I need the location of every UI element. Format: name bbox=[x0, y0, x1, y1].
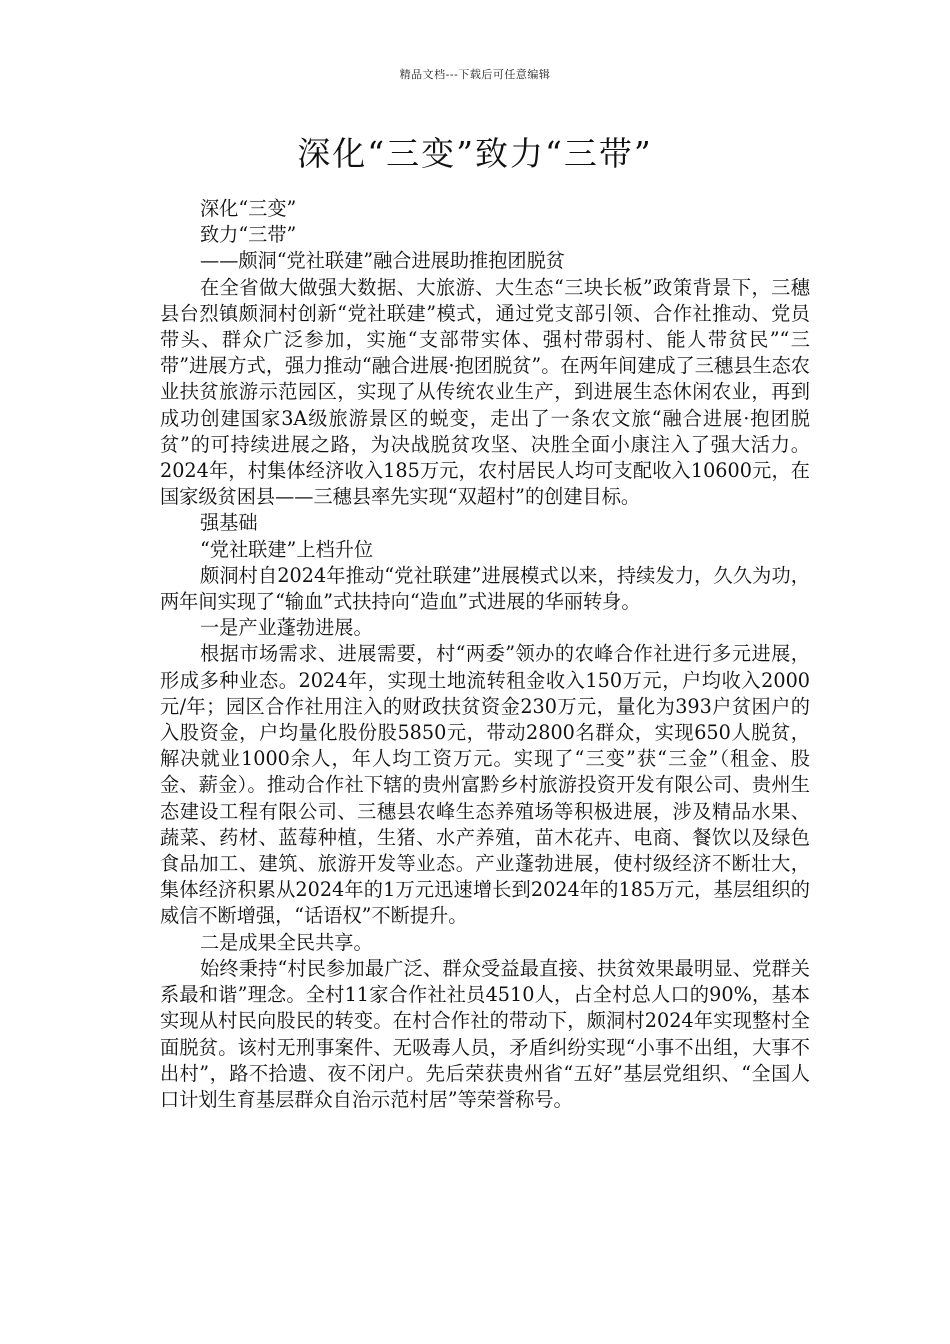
page-header-note: 精品文档---下载后可任意编辑 bbox=[399, 68, 551, 81]
subtitle-line-2: 致力“三带” bbox=[200, 223, 297, 247]
paragraph-sharing: 始终秉持“村民参加最广泛、群众受益最直接、扶贫效果最明显、党群关系最和谐”理念。全村11家合作社社员4510人，占全村总人口的90%，基本实现从村民向股民的转变。在村合作社的带动下，颇洞村2024年实现整村全面脱贫。该村无刑事案件、无吸毒人员，矛盾纠纷实现“小事不出组，大事不出村”，路不拾遗、夜不闭户。先后荣获贵州省“五好”基层党组织、“全国人口计划生育基层群众自治示范村居”等荣誉称号。 bbox=[160, 956, 810, 1111]
section-heading: 强基础 bbox=[200, 511, 258, 535]
document-body bbox=[160, 196, 810, 1113]
paragraph-section-intro: 颇洞村自2024年推动“党社联建”进展模式以来，持续发力，久久为功，两年间实现了“输血”式扶持向“造血”式进展的华丽转身。 bbox=[160, 563, 810, 614]
subtitle-line-1: 深化“三变” bbox=[200, 197, 297, 220]
paragraph-industry: 根据市场需求、进展需要，村“两委”领办的农峰合作社进行多元进展，形成多种业态。2024年，实现土地流转租金收入150万元，户均收入2000元/年；园区合作社用注入的财政扶贫资金230万元，量化为393户贫困户的入股资金，户均量化股份股5850元，带动2800名群众，实现650人脱贫，解决就业1000余人，年人均工资万元。实现了“三变”获“三金”（租金、股金、薪金）。推动合作社下辖的贵州富黔乡村旅游投资开发有限公司、贵州生态建设工程有限公司、三穗县农峰生态养殖场等积极进展，涉及精品水果、蔬菜、药材、蓝莓种植，生猪、水产养殖，苗木花卉、电商、餐饮以及绿色食品加工、建筑、旅游开发等业态。产业蓬勃进展，使村级经济不断壮大，集体经济积累从2024年的1万元迅速增长到2024年的185万元，基层组织的威信不断增强，“话语权”不断提升。 bbox=[160, 642, 810, 928]
paragraph-intro: 在全省做大做强大数据、大旅游、大生态“三块长板”政策背景下，三穗县台烈镇颇洞村创新“党社联建”模式，通过党支部引领、合作社推动、党员带头、群众广泛参加，实施“支部带实体、强村带弱村、能人带贫民”“三带”进展方式，强力推动“融合进展·抱团脱贫”。在两年间建成了三穗县生态农业扶贫旅游示范园区，实现了从传统农业生产，到进展生态休闲农业，再到成功创建国家3A级旅游景区的蜕变，走出了一条农文旅“融合进展·抱团脱贫”的可持续进展之路，为决战脱贫攻坚、决胜全面小康注入了强大活力。2024年，村集体经济收入185万元，农村居民人均可支配收入10600元，在国家级贫困县——三穗县率先实现“双超村”的创建目标。 bbox=[160, 275, 810, 509]
point-heading-1: 一是产业蓬勃进展。 bbox=[200, 616, 373, 640]
document-title: 深化“三变”致力“三带” bbox=[297, 134, 653, 173]
section-subheading: “党社联建”上档升位 bbox=[200, 537, 374, 561]
subtitle-line-3: ——颇洞“党社联建”融合进展助推抱团脱贫 bbox=[200, 249, 565, 273]
point-heading-2: 二是成果全民共享。 bbox=[200, 930, 373, 954]
